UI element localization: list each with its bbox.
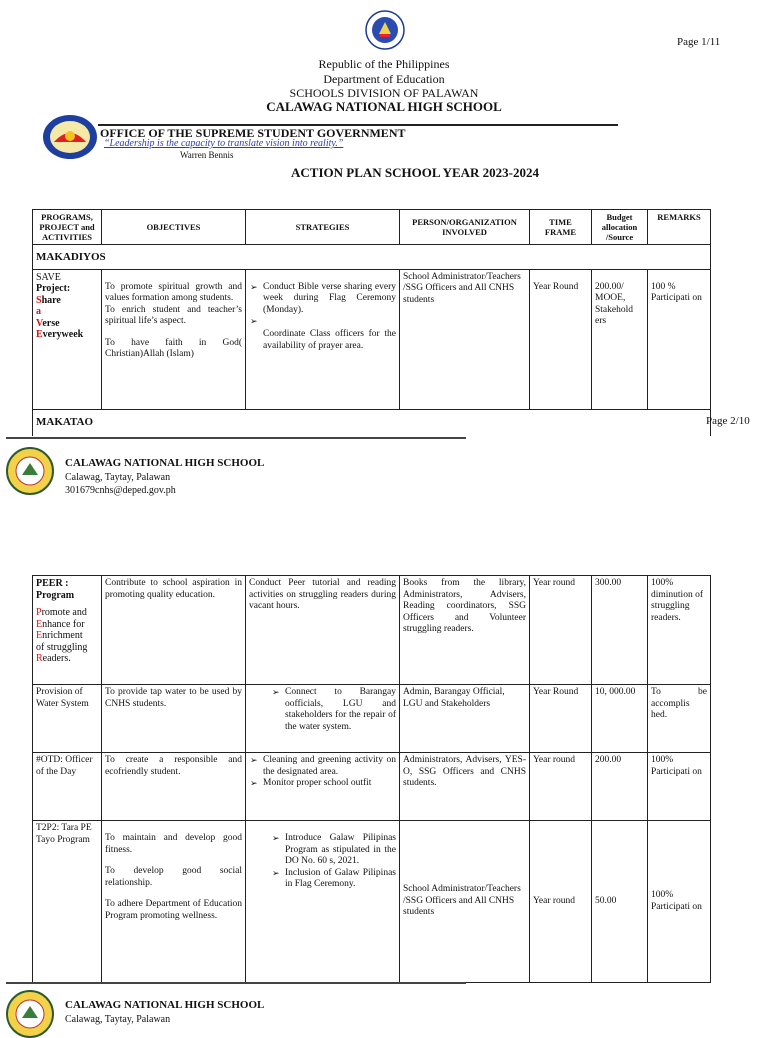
objectives-cell: To provide tap water to be used by CNHS students. xyxy=(102,685,246,753)
deped-seal-logo xyxy=(365,10,405,50)
program-title: SAVE xyxy=(36,271,61,283)
budget-cell: 50.00 xyxy=(592,821,648,983)
table-row xyxy=(33,753,711,821)
school-address: Calawag, Taytay, Palawan xyxy=(65,1014,171,1025)
col-header-time-frame: TIME FRAME xyxy=(530,210,592,245)
objective-text: To develop good social relationship. xyxy=(105,866,242,888)
strategy-item: Coordinate Class officers for the availability of prayer area. xyxy=(263,329,396,351)
objectives-cell xyxy=(102,821,246,983)
col-header-remarks: REMARKS xyxy=(648,210,711,245)
school-email: 301679cnhs@deped.gov.ph xyxy=(65,485,176,496)
time-frame-cell: Year Round xyxy=(530,269,592,409)
objectives-cell: Contribute to school aspiration in promoting quality education. xyxy=(102,576,246,685)
col-header-programs: PROGRAMS, PROJECT and ACTIVITIES xyxy=(33,210,102,245)
col-header-objectives: OBJECTIVES xyxy=(102,210,246,245)
strategies-cell: Conduct Peer tutorial and reading activities on struggling readers during vacant hours. xyxy=(246,576,400,685)
strategies-cell xyxy=(246,269,400,409)
strategies-cell xyxy=(246,821,400,983)
ssg-quote-author: Warren Bennis xyxy=(180,150,234,160)
page-divider xyxy=(6,982,466,984)
strategy-item: ➢ Monitor proper school outfit xyxy=(263,778,396,790)
strategy-item: ➢ Introduce Galaw Pilipinas Program as stipulated in the DO No. 60 s, 2021. xyxy=(285,833,396,868)
table-row xyxy=(33,685,711,753)
action-plan-table-page1 xyxy=(32,209,711,436)
objectives-cell: To create a responsible and ecofriendly student. xyxy=(102,753,246,821)
budget-cell: 200.00/ MOOE, Stakehold ers xyxy=(592,269,648,409)
program-cell: SAVE Project: Share a Verse Everyweek xyxy=(33,269,102,409)
remarks-cell: 100% diminution of struggling readers. xyxy=(648,576,711,685)
col-header-budget: Budget allocation /Source xyxy=(592,210,648,245)
objective-text: To have faith in God( Christian)Allah (Islam) xyxy=(105,337,242,359)
page-divider xyxy=(6,437,466,439)
action-plan-table-page2 xyxy=(32,575,711,983)
objective-text: To maintain and develop good fitness. xyxy=(105,833,242,855)
section-makatao: MAKATAO xyxy=(33,409,711,436)
program-title: PEER : Program xyxy=(36,578,75,601)
person-cell: Books from the library, Administrators, Advisers, Reading coordinators, SSG Officers and Volunteer struggling readers. xyxy=(400,576,530,685)
budget-cell: 300.00 xyxy=(592,576,648,685)
program-subtitle: Project: xyxy=(36,283,71,294)
time-frame-cell: Year Round xyxy=(530,685,592,753)
col-header-person: PERSON/ORGANIZATION INVOLVED xyxy=(400,210,530,245)
school-name: CALAWAG NATIONAL HIGH SCHOOL xyxy=(65,457,265,469)
page-number: Page 1/11 xyxy=(677,36,721,48)
cnhs-seal-logo xyxy=(6,990,54,1038)
cnhs-seal-logo xyxy=(6,447,54,495)
strategies-cell xyxy=(246,685,400,753)
program-cell: #OTD: Officer of the Day xyxy=(33,753,102,821)
header-school-name: CALAWAG NATIONAL HIGH SCHOOL xyxy=(266,99,502,114)
remarks-cell: 100 % Participati on xyxy=(648,269,711,409)
strategy-item: ➢ Conduct Bible verse sharing every week during Flag Ceremony (Monday). xyxy=(263,282,396,317)
ssg-office-title: OFFICE OF THE SUPREME STUDENT GOVERNMENT xyxy=(100,126,406,140)
program-cell: PEER : Program Promote and Enhance for Enrichment of struggling Readers. xyxy=(33,576,102,685)
budget-cell: 10, 000.00 xyxy=(592,685,648,753)
table-header-row xyxy=(33,210,711,245)
person-cell: Admin, Barangay Official, LGU and Stakeholders xyxy=(400,685,530,753)
school-name: CALAWAG NATIONAL HIGH SCHOOL xyxy=(65,999,265,1011)
document-title: ACTION PLAN SCHOOL YEAR 2023-2024 xyxy=(291,165,539,180)
strategies-cell xyxy=(246,753,400,821)
table-row xyxy=(33,269,711,409)
time-frame-cell: Year round xyxy=(530,576,592,685)
header-department: Department of Education xyxy=(323,72,445,86)
remarks-cell: 100% Participati on xyxy=(648,753,711,821)
program-cell: T2P2: Tara PE Tayo Program xyxy=(33,821,102,983)
remarks-cell: 100% Participati on xyxy=(648,821,711,983)
strategy-item: ➢ Cleaning and greening activity on the designated area. xyxy=(263,755,396,778)
strategy-item-empty xyxy=(263,316,396,327)
time-frame-cell: Year round xyxy=(530,821,592,983)
strategy-item: ➢ Connect to Barangay oofficials, LGU and stakeholders for the repair of the water system. xyxy=(285,687,396,733)
objectives-cell xyxy=(102,269,246,409)
objective-text: To promote spiritual growth and values formation among students. xyxy=(105,281,242,303)
section-row xyxy=(33,409,711,436)
table-row xyxy=(33,576,711,685)
budget-cell: 200.00 xyxy=(592,753,648,821)
col-header-strategies: STRATEGIES xyxy=(246,210,400,245)
strategy-item: ➢ Inclusion of Galaw Pilipinas in Flag Ceremony. xyxy=(285,868,396,891)
ssg-quote: “Leadership is the capacity to translate vision into reality.” xyxy=(104,138,344,149)
school-address: Calawag, Taytay, Palawan xyxy=(65,472,171,483)
person-cell: School Administrator/Teachers /SSG Officers and All CNHS students xyxy=(400,821,530,983)
remarks-cell: To be accomplis hed. xyxy=(648,685,711,753)
program-cell: Provision of Water System xyxy=(33,685,102,753)
section-makadiyos: MAKADIYOS xyxy=(33,245,711,270)
header-republic: Republic of the Philippines xyxy=(318,57,450,71)
person-cell: Administrators, Advisers, YES-O, SSG Officers and CNHS students. xyxy=(400,753,530,821)
ssg-logo xyxy=(42,114,98,160)
page-number: Page 2/10 xyxy=(706,415,750,427)
person-cell: School Administrator/Teachers /SSG Officers and All CNHS students xyxy=(400,269,530,409)
objective-text: To enrich student and teacher’s spiritual life’s aspect. xyxy=(105,304,242,326)
header-division: SCHOOLS DIVISION OF PALAWAN xyxy=(289,86,479,100)
objective-text: To adhere Department of Education Program promoting wellness. xyxy=(105,899,242,921)
section-row xyxy=(33,245,711,270)
time-frame-cell: Year round xyxy=(530,753,592,821)
table-row xyxy=(33,821,711,983)
